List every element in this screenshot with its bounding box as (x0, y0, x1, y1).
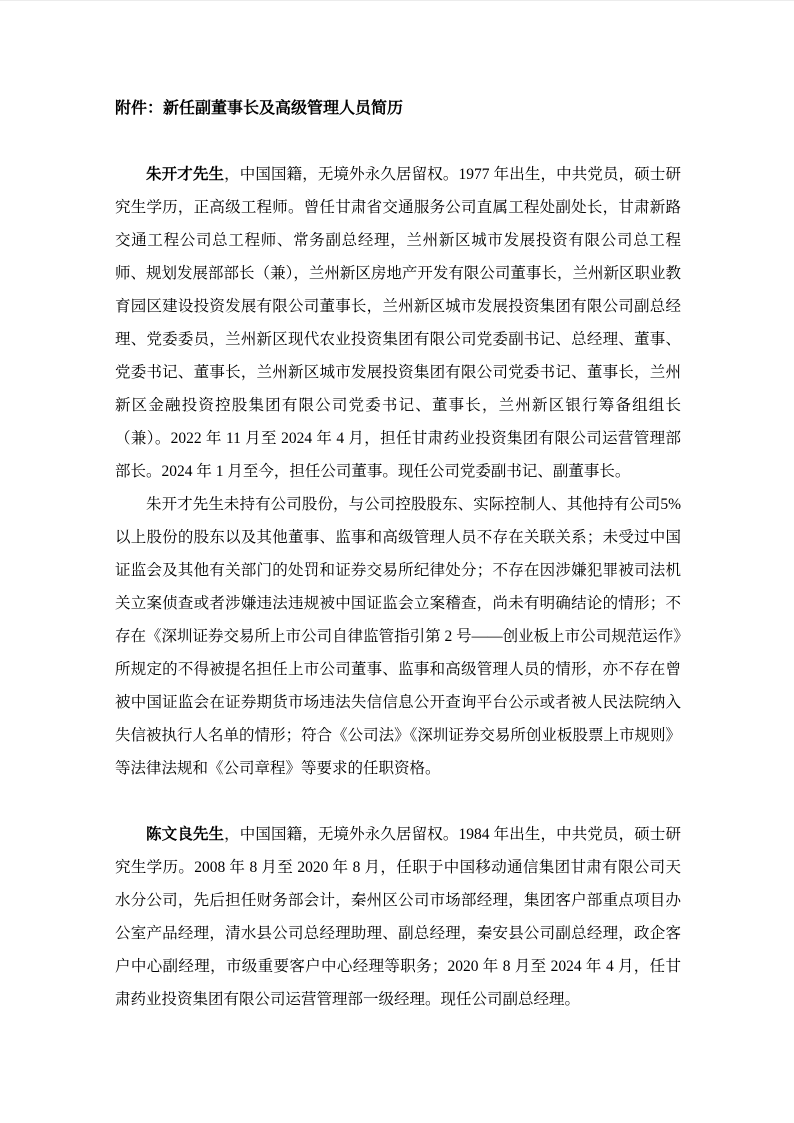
person-name-zhu-kaicai: 朱开才先生 (146, 166, 225, 183)
person-name-chen-wenliang: 陈文良先生 (146, 826, 225, 843)
bio-text-zhu-kaicai: ，中国国籍，无境外永久居留权。1977 年出生，中共党员，硕士研究生学历，正高级工程师。曾任甘肃省交通服务公司直属工程处副处长，甘肃新路交通工程公司总工程师、常务副总经理，兰州新区城市发展投资有限公司总工程师、规划发展部部长（兼），兰州新区房地产开发有限公司董事长，兰州新区职业教育园区建设投资发展有限公司董事长，兰州新区城市发展投资集团有限公司副总经理、党委委员，兰州新区现代农业投资集团有限公司党委副书记、总经理、董事、党委书记、董事长，兰州新区城市发展投资集团有限公司党委书记、董事长，兰州新区金融投资控股集团有限公司党委书记、董事长，兰州新区银行筹备组组长（兼）。2022 年 11 月至 2024 年 4 月，担任甘肃药业投资集团有限公司运营管理部部长。2024 年 1 月至今，担任公司董事。现任公司党委副书记、副董事长。 (115, 166, 681, 480)
disclosure-paragraph-zhu-kaicai (115, 488, 681, 785)
bio-paragraph-zhu-kaicai (115, 158, 681, 488)
bio-text-chen-wenliang: ，中国国籍，无境外永久居留权。1984 年出生，中共党员，硕士研究生学历。2008 年 8 月至 2020 年 8 月，任职于中国移动通信集团甘肃有限公司天水分公司，先后担任财务部会计，秦州区公司市场部经理，集团客户部重点项目办公室产品经理，清水县公司总经理助理、副总经理，秦安县公司副总经理，政企客户中心副经理，市级重要客户中心经理等职务；2020 年 8 月至 2024 年 4 月，任甘肃药业投资集团有限公司运营管理部一级经理。现任公司副总经理。 (115, 826, 681, 1008)
disclosure-text-zhu-kaicai: 朱开才先生未持有公司股份，与公司控股股东、实际控制人、其他持有公司5%以上股份的股东以及其他董事、监事和高级管理人员不存在关联关系；未受过中国证监会及其他有关部门的处罚和证券交易所纪律处分；不存在因涉嫌犯罪被司法机关立案侦查或者涉嫌违法违规被中国证监会立案稽查，尚未有明确结论的情形；不存在《深圳证券交易所上市公司自律监管指引第 2 号——创业板上市公司规范运作》所规定的不得被提名担任上市公司董事、监事和高级管理人员的情形，亦不存在曾被中国证监会在证券期货市场违法失信信息公开查询平台公示或者被人民法院纳入失信被执行人名单的情形；符合《公司法》《深圳证券交易所创业板股票上市规则》等法律法规和《公司章程》等要求的任职资格。 (115, 496, 681, 777)
document-page (0, 1, 794, 1123)
attachment-title: 附件：新任副董事长及高级管理人员简历 (115, 100, 404, 117)
bio-paragraph-chen-wenliang (115, 818, 681, 1016)
